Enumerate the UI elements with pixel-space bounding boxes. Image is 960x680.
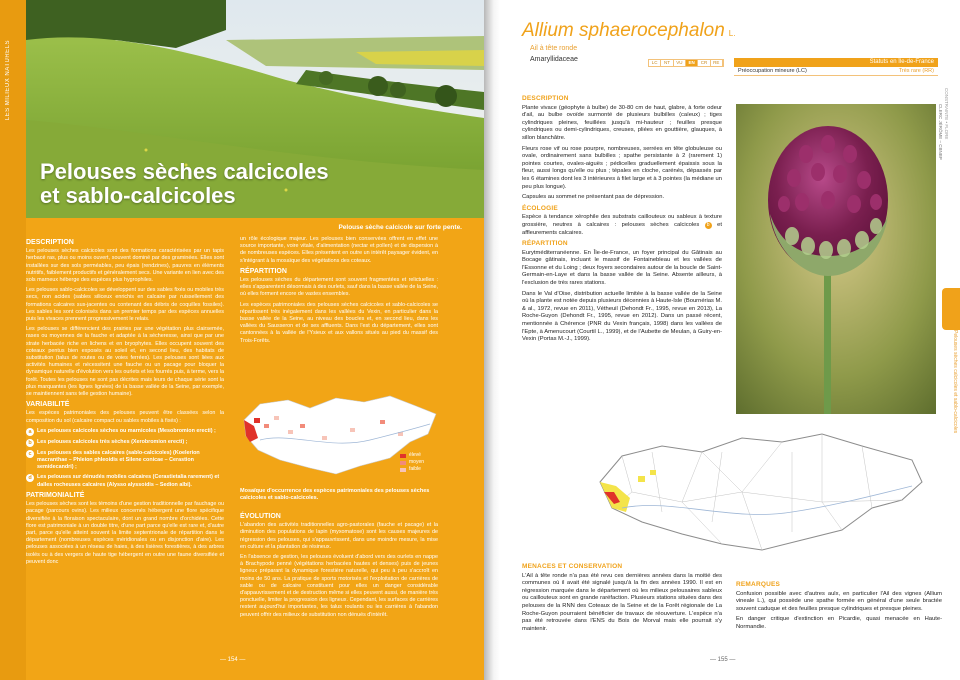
species-title — [522, 20, 735, 42]
threat-status-strip — [648, 59, 724, 67]
family-name: Amaryllidaceae — [530, 56, 578, 63]
legend-label: faible — [409, 466, 421, 472]
list-item — [26, 450, 224, 472]
status-value: Très rare (RR) — [898, 68, 934, 74]
legend-item — [400, 466, 424, 473]
left-margin-band — [0, 0, 26, 680]
paragraph: Les pelouses sèches sont les témoins d'une gestion traditionnelle par fauchage ou pacage (parcours ovins). Les milieux concernés hébergent une flore spécifique diversifiée à la floraison spectaculaire, dont un grand nombre d'orchidées. Cette flore est patrimoniale à un double titre, d'une part parce qu'elle est rare et, d'autre part, parce qu'elle atteint souvent la limite septentrionale de répartition dans le département (nombreuses espèces méridionales ou en disjonction d'aire). Les pelouses associées à un réseau de haies, à des lisières forestières, à des arbres isolés ou à des vergers de haute tige hébergent en outre une faune diversifiée et peuvent donc — [26, 501, 224, 565]
chapter-tab — [942, 288, 960, 330]
right-column-1 — [522, 92, 722, 347]
paragraph: Fleurs rose vif ou rose pourpre, nombreuses, serrées en tête globuleuse ou ovale, ordinairement sans bulbilles ; spathe persistante à 2 (rarement 1) pointes courtes, ovales-aiguës ; pédicelles graduellement épaissis sous la fleur, aussi longs qu'elle ou plus ; tépales en cloche, carénés, dépassés par les 6 étamines dont les 3 intérieures à filet large et à 3 pointes (la médiane un peu plus longue). — [522, 145, 722, 190]
habitat-marker: b — [705, 222, 712, 229]
right-column-bottom-1 — [522, 560, 722, 636]
heading-remarques: REMARQUES — [736, 581, 781, 588]
paragraph: Dans le Val d'Oise, distribution actuelle limitée à la basse vallée de la Seine où la plante est notée depuis plusieurs décennies à Haute-Isle (Bournérias M. & al., 1972, revue en 2011), Vétheuil (Dehondt Fr., 1995, revue en 2013), La Roche-Guyon (Dehondt Fr., 1995, revue en 2012). Dans un passé récent, mentionnée à Chérence (PNR du Vexin français, 1998) dans les vallées de l'Epte, à Amenucourt (Courtil L., 1999), et de l'Aubette de Meulan, à Guiry-en-Vexin (Portas M.-J., 1999). — [522, 290, 722, 343]
status-row — [734, 67, 938, 76]
page-number-right: — 155 — — [710, 657, 736, 663]
heading-evolution: ÉVOLUTION — [240, 513, 281, 520]
chapter-tab-text: Pelouses sèches calcicoles et sablo-calcicoles — [952, 330, 958, 434]
paragraph: Plante vivace (géophyte à bulbe) de 30-80 cm de haut, glabre, à forte odeur d'ail, au bulbe ovoïde surmonté de plusieurs bulbilles (caïeux) ; tiges cylindriques pleines, feuillées jusqu'à mi-hauteur ; feuilles presque cylindriques ou demi-cylindriques, creuses, pliées en gouttière, glauques, à sillon blanchâtre. — [522, 104, 722, 141]
chapter-title-line1: Pelouses sèches calcicoles — [40, 159, 329, 184]
bullet-marker: b — [26, 439, 34, 447]
heading-repartition: RÉPARTITION — [522, 240, 568, 248]
heading-repartition: RÉPARTITION — [240, 267, 287, 275]
status-cell: NT — [661, 60, 673, 66]
legend-swatch — [400, 461, 406, 465]
photo-credit: CLERC JÉRÔME – CBNBP — [938, 104, 943, 160]
paragraph: Confusion possible avec d'autres aulx, en particulier l'Ail des vignes (Allium vineale L.), qui possède une spathe formée en général d'une seule bractée souvent caduque et des feuilles presque cylindriques et presque pleines. — [736, 590, 942, 612]
left-column-2 — [240, 236, 438, 348]
paragraph: Les pelouses sablo-calcicoles se développent sur des sables fixés ou mobiles très secs, non acides (sables siliceux enrichis en calcaire par ruissellement des formations calcaires sus-jacentes ou contenant des débris de coquilles fossiles). Les sables les sont colonisés dans un premier temps par des espèces annuelles puis les vivaces prennent progressivement le relais. — [26, 287, 224, 323]
species-author: L. — [728, 29, 736, 38]
heading-ecologie: ÉCOLOGIE — [522, 204, 558, 212]
photo-caption: Pelouse sèche calcicole sur forte pente. — [338, 224, 462, 231]
left-column-1 — [26, 236, 224, 569]
paragraph: L'abandon des activités traditionnelles agro-pastorales (fauche et pacage) et la diminution des populations de lapin (myxomatose) sont les causes majeures de régression des pelouses, qui s'appauvrissent, dans une moindre mesure, la mise en culture et la plantation de résineux. — [240, 522, 438, 550]
status-box — [734, 58, 938, 80]
heading-description: DESCRIPTION — [26, 239, 74, 246]
page-number-left: — 154 — — [220, 657, 246, 663]
list-item-text: Les pelouses calcicoles sèches ou marnicoles (Mesobromion erecti) ; — [37, 427, 216, 434]
list-item — [26, 428, 224, 436]
paragraph: Eurytméditerranéenne. En Île-de-France, un foyer principal du Gâtinais au Bocage gâtinais, incluant le massif de Fontainebleau et les vallées de l'Essonne et du Loing ; deux foyers secondaires autour de la boucle de Saint-Germain-en-Laye et dans la basse vallée de la Seine. Absente ailleurs, à l'exclusion de très rares stations. — [522, 249, 722, 287]
list-item-text: Les pelouses des sables calcaires (sablo-calcicoles) (Koelerion macranthae – Phleion phleoidis et Silene conicae – Cerastion semidecandri) ; — [37, 449, 200, 471]
legend-label: moyen — [409, 459, 425, 465]
status-cell-active: EN — [686, 60, 698, 66]
chapter-title-line2: et sablo-calcicoles — [40, 183, 236, 208]
paragraph: un rôle écologique majeur. Les pelouses bien conservées offrent en effet une source importante, voire vitale, d'alimentation (nectar et pollen) et de dispersion à de nombreuses espèces. Elles présentent en outre un intérêt paysager évident, en s'intégrant à la mosaïque des végétations des coteaux. — [240, 236, 438, 264]
list-item-text: Les pelouses calcicoles très sèches (Xerobromion erecti) ; — [37, 438, 188, 445]
bullet-marker: c — [26, 450, 34, 458]
heading-menaces: MENACES ET CONSERVATION — [522, 563, 623, 570]
paragraph: En danger critique d'extinction en Picardie, quasi menacée en Haute-Normandie. — [736, 616, 942, 630]
ecologie-text: Espèce à tendance xérophile des substrats caillouteux ou sableux à texture grossière, neutres à calcaires : pelouses sèches calcicoles — [522, 214, 722, 228]
paragraph: En l'absence de gestion, les pelouses évoluent d'abord vers des ourlets en nappe à Brachypode penné (végétations herbacées hautes et denses) puis de jeunes ligneux préparant la dynamique forestière naturelle, qui peu à peu s'accroît en moins de 50 ans. La pratique de sports motorisés et l'exploitation de carrières de sable ou de calcaire constituent pour elles un danger considérable d'appauvrissement et de destruction même si elles peuvent aussi, de manière très ponctuelle, limiter la progression des ligneux. Cependant, les surfaces de carrières restent aujourd'hui importantes, les talus roulants ou les carrières à l'abandon peuvent offrir des milieux de substitution non dénués d'intérêt. — [240, 554, 438, 618]
chapter-title — [40, 160, 329, 208]
paragraph: Capsules au sommet ne présentant pas de dépression. — [522, 194, 665, 201]
heading-variabilite: VARIABILITÉ — [26, 401, 70, 409]
map-legend — [400, 452, 424, 473]
list-item-text: Les pelouses sur dénudés mobiles calcaires (Cerastietalia rarement) et dalles rocheuses calcaires (Alysso alyssoidis – Sedion albi). — [37, 474, 220, 488]
status-cell: RE — [711, 60, 723, 66]
paragraph: Les espèces patrimoniales des pelouses sèches calcicoles et sablo-calcicoles se répartissent très inégalement dans les vallées du Vexin, en particulier dans la basse vallée de la Seine, au niveau des boucles et, en second lieu, dans les vallées du Sausseron et de ses affluents. Dans l'est du département, elles sont cantonnées à la vallée de l'Ysieux et aux vallons situés au pied du massif des Trois-Forêts. — [240, 301, 438, 344]
heading-description: DESCRIPTION — [522, 95, 569, 102]
legend-item — [400, 459, 424, 466]
bullet-marker: d — [26, 474, 34, 482]
paragraph: L'Ail à tête ronde n'a pas été revu ces dernières années dans la moitié des communes où il avait été signalé jusqu'à la fin des années 1990. Il est en régression marquée dans le département où les milieux pelousaires sableux ou caillouteux sont en grande raréfaction. Plusieurs stations situées dans des pelouses de la RNN des Coteaux de la Seine et de la Forêt régionale de La Roche-Guyon pourraient bénéficier de travaux de réouverture. L'espèce n'a pas été retrouvée dans l'ENS du Bois de Morval mais elle pourrait s'y maintenir. — [522, 572, 722, 632]
status-key: Préoccupation mineure (LC) — [738, 68, 807, 74]
allium-photo — [736, 104, 936, 414]
paragraph: Les pelouses sèches calcicoles sont des formations caractérisées par un tapis herbacé ras, plus ou moins ouvert, souvent dominé par des graminées. Elles sont installées sur des sols perméables, peu épais (rendzines), pauvres en éléments nutritifs, faiblement productifs et généralement secs. Une variante en lien avec des sols marneux héberge des espèces plus hygrophiles. — [26, 248, 224, 284]
right-column-bottom-2 — [736, 578, 942, 635]
map-caption: Mosaïque d'occurrence des espèces patrimoniales des pelouses sèches calcicoles et sablo-calcicoles. — [240, 488, 430, 501]
status-cell: CR — [698, 60, 710, 66]
status-box-heading: Statuts en Île-de-France — [734, 58, 938, 67]
legend-swatch — [400, 468, 406, 472]
distribution-map-right — [592, 412, 928, 564]
right-page — [500, 0, 960, 680]
status-cell: VU — [674, 60, 686, 66]
status-cell: LC — [649, 60, 661, 66]
paragraph: Les pelouses sèches du département sont souvent fragmentées et relictuelles : elles s'apparentent désormais à des ourlets, sauf dans la basse vallée de la Seine, où elles forment encore de vastes ensembles. — [240, 277, 438, 298]
heading-patrimonialite: PATRIMONIALITÉ — [26, 491, 85, 499]
left-margin-text: LES MILIEUX NATURELS — [5, 40, 11, 121]
species-name: Allium sphaerocephalon — [522, 20, 725, 41]
common-name: Ail à tête ronde — [530, 45, 578, 52]
list-item — [26, 439, 224, 447]
legend-label: élevé — [409, 452, 421, 458]
legend-swatch — [400, 454, 406, 458]
list-item — [26, 474, 224, 488]
ecologie-text-end: et affleurements calcaires. — [522, 221, 722, 236]
right-top-vertical-text: CONSTRAINTE • FLORE — [944, 88, 949, 140]
left-column-2-bottom — [240, 510, 438, 622]
book-gutter — [484, 0, 500, 680]
legend-item — [400, 452, 424, 459]
paragraph — [522, 214, 722, 237]
bullet-marker: a — [26, 428, 34, 436]
paragraph: Les espèces patrimoniales des pelouses peuvent être classées selon la composition du sol (calcaire compact ou sables mobiles à fixés) : — [26, 410, 224, 424]
paragraph: Les pelouses se différencient des prairies par une végétation plus clairsemée, rases ou moyennes de la fauche et adaptée à la sécheresse, ainsi que par une strate herbacée riche en lichens et en bryophytes. Elles occupent souvent des coteaux pentus bien exposés au soleil et, en second lieu, des habitats de substitution (talus de routes ou de voies ferrées). Les pelouses sont liées aux activités humaines et nécessitent une fauche ou un pacage pour bloquer la dynamique naturelle d'évolution vers les ourlets et les fourrés puis, à terme, vers la forêt. Toutes les pelouses ne sont pas décrites mais leurs de chaque série sont la plus marquantes (les lignes lignées) de la basse vallée de la Seine, par exemple, se maintiennent sans telle gestion humaine). — [26, 326, 224, 398]
